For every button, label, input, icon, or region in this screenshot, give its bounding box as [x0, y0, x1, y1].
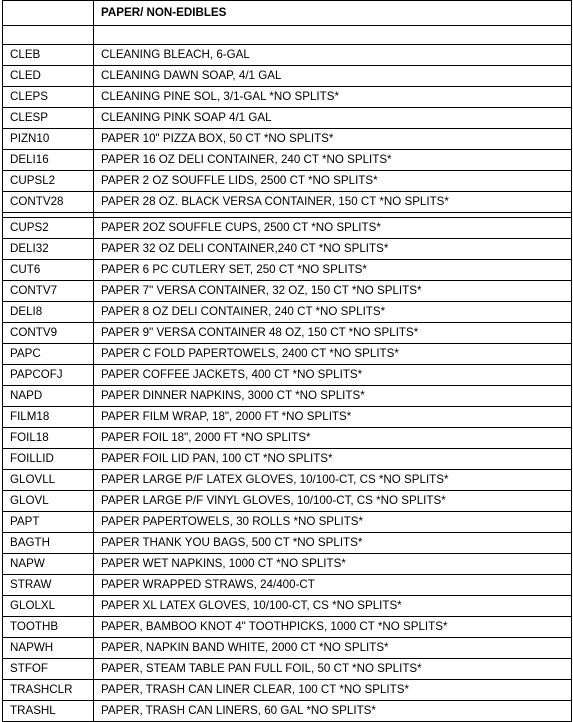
table-row	[3, 512, 572, 533]
item-code: GLOVLL	[3, 470, 94, 491]
item-description: PAPER FILM WRAP, 18", 2000 FT *NO SPLITS*	[94, 407, 572, 428]
table-row	[3, 701, 572, 722]
table-row	[3, 428, 572, 449]
table-row	[3, 108, 572, 129]
product-table	[2, 0, 572, 722]
item-code: CLED	[3, 66, 94, 87]
table-row	[3, 554, 572, 575]
item-description: PAPER WRAPPED STRAWS, 24/400-CT	[94, 575, 572, 596]
table-row	[3, 344, 572, 365]
item-code: FILM18	[3, 407, 94, 428]
table-row	[3, 407, 572, 428]
item-description: PAPER, TRASH CAN LINERS, 60 GAL *NO SPLITS*	[94, 701, 572, 722]
item-code: STFOF	[3, 659, 94, 680]
table-row	[3, 302, 572, 323]
table-row	[3, 281, 572, 302]
table-row	[3, 218, 572, 239]
item-description: PAPER 2OZ SOUFFLE CUPS, 2500 CT *NO SPLITS*	[94, 218, 572, 239]
table-row	[3, 150, 572, 171]
table-row	[3, 596, 572, 617]
item-description: PAPER 16 OZ DELI CONTAINER, 240 CT *NO SPLITS*	[94, 150, 572, 171]
table-row	[3, 365, 572, 386]
item-code: GLOLXL	[3, 596, 94, 617]
item-description: PAPER LARGE P/F LATEX GLOVES, 10/100-CT, CS *NO SPLITS*	[94, 470, 572, 491]
item-description: CLEANING PINE SOL, 3/1-GAL *NO SPLITS*	[94, 87, 572, 108]
item-code: CUT6	[3, 260, 94, 281]
table-row	[3, 260, 572, 281]
table-row	[3, 87, 572, 108]
table-row	[3, 449, 572, 470]
item-description: PAPER DINNER NAPKINS, 3000 CT *NO SPLITS*	[94, 386, 572, 407]
table-row	[3, 239, 572, 260]
product-table-body	[3, 1, 572, 722]
item-description: PAPER THANK YOU BAGS, 500 CT *NO SPLITS*	[94, 533, 572, 554]
item-code: TRASHCLR	[3, 680, 94, 701]
item-description: PAPER PAPERTOWELS, 30 ROLLS *NO SPLITS*	[94, 512, 572, 533]
item-description: PAPER WET NAPKINS, 1000 CT *NO SPLITS*	[94, 554, 572, 575]
item-description: CLEANING BLEACH, 6-GAL	[94, 45, 572, 66]
item-description: PAPER 8 OZ DELI CONTAINER, 240 CT *NO SPLITS*	[94, 302, 572, 323]
table-row	[3, 129, 572, 150]
item-description: PAPER 7" VERSA CONTAINER, 32 OZ, 150 CT *NO SPLITS*	[94, 281, 572, 302]
item-description: PAPER, TRASH CAN LINER CLEAR, 100 CT *NO SPLITS*	[94, 680, 572, 701]
table-row	[3, 638, 572, 659]
item-description: PAPER LARGE P/F VINYL GLOVES, 10/100-CT, CS *NO SPLITS*	[94, 491, 572, 512]
item-description: PAPER 9" VERSA CONTAINER 48 OZ, 150 CT *NO SPLITS*	[94, 323, 572, 344]
table-row	[3, 470, 572, 491]
item-description: PAPER, BAMBOO KNOT 4" TOOTHPICKS, 1000 CT *NO SPLITS*	[94, 617, 572, 638]
item-description: CLEANING DAWN SOAP, 4/1 GAL	[94, 66, 572, 87]
item-code: CLEPS	[3, 87, 94, 108]
item-code: TOOTHB	[3, 617, 94, 638]
item-description: PAPER, NAPKIN BAND WHITE, 2000 CT *NO SPLITS*	[94, 638, 572, 659]
table-row	[3, 386, 572, 407]
item-code: PAPT	[3, 512, 94, 533]
item-code: CUPSL2	[3, 171, 94, 192]
item-description: PAPER 6 PC CUTLERY SET, 250 CT *NO SPLITS*	[94, 260, 572, 281]
item-code: CLESP	[3, 108, 94, 129]
header-row	[3, 1, 572, 26]
table-row	[3, 659, 572, 680]
item-description: PAPER, STEAM TABLE PAN FULL FOIL, 50 CT *NO SPLITS*	[94, 659, 572, 680]
blank-row	[3, 26, 572, 45]
item-description: PAPER 2 OZ SOUFFLE LIDS, 2500 CT *NO SPLITS*	[94, 171, 572, 192]
table-row	[3, 66, 572, 87]
item-description: PAPER COFFEE JACKETS, 400 CT *NO SPLITS*	[94, 365, 572, 386]
item-description: PAPER 28 OZ. BLACK VERSA CONTAINER, 150 CT *NO SPLITS*	[94, 192, 572, 213]
blank-cell	[3, 26, 94, 45]
item-code: FOILLID	[3, 449, 94, 470]
item-code: CONTV28	[3, 192, 94, 213]
item-code: NAPW	[3, 554, 94, 575]
item-code: CLEB	[3, 45, 94, 66]
table-row	[3, 171, 572, 192]
item-code: DELI16	[3, 150, 94, 171]
table-row	[3, 680, 572, 701]
item-description: CLEANING PINK SOAP 4/1 GAL	[94, 108, 572, 129]
header-title-cell: PAPER/ NON-EDIBLES	[94, 1, 572, 26]
header-code-cell	[3, 1, 94, 26]
item-code: DELI32	[3, 239, 94, 260]
table-row	[3, 491, 572, 512]
item-code: PAPC	[3, 344, 94, 365]
item-code: CONTV7	[3, 281, 94, 302]
item-description: PAPER 32 OZ DELI CONTAINER,240 CT *NO SPLITS*	[94, 239, 572, 260]
item-code: TRASHL	[3, 701, 94, 722]
table-row	[3, 533, 572, 554]
blank-cell	[94, 26, 572, 45]
item-code: FOIL18	[3, 428, 94, 449]
item-code: PIZN10	[3, 129, 94, 150]
item-code: DELI8	[3, 302, 94, 323]
item-code: CUPS2	[3, 218, 94, 239]
table-row	[3, 617, 572, 638]
item-code: NAPWH	[3, 638, 94, 659]
item-description: PAPER FOIL 18", 2000 FT *NO SPLITS*	[94, 428, 572, 449]
item-code: CONTV9	[3, 323, 94, 344]
item-description: PAPER 10" PIZZA BOX, 50 CT *NO SPLITS*	[94, 129, 572, 150]
table-row	[3, 45, 572, 66]
item-description: PAPER FOIL LID PAN, 100 CT *NO SPLITS*	[94, 449, 572, 470]
item-description: PAPER XL LATEX GLOVES, 10/100-CT, CS *NO SPLITS*	[94, 596, 572, 617]
item-code: GLOVL	[3, 491, 94, 512]
item-code: BAGTH	[3, 533, 94, 554]
item-code: PAPCOFJ	[3, 365, 94, 386]
item-description: PAPER C FOLD PAPERTOWELS, 2400 CT *NO SPLITS*	[94, 344, 572, 365]
table-row	[3, 323, 572, 344]
table-row	[3, 192, 572, 213]
item-code: STRAW	[3, 575, 94, 596]
table-row	[3, 575, 572, 596]
item-code: NAPD	[3, 386, 94, 407]
